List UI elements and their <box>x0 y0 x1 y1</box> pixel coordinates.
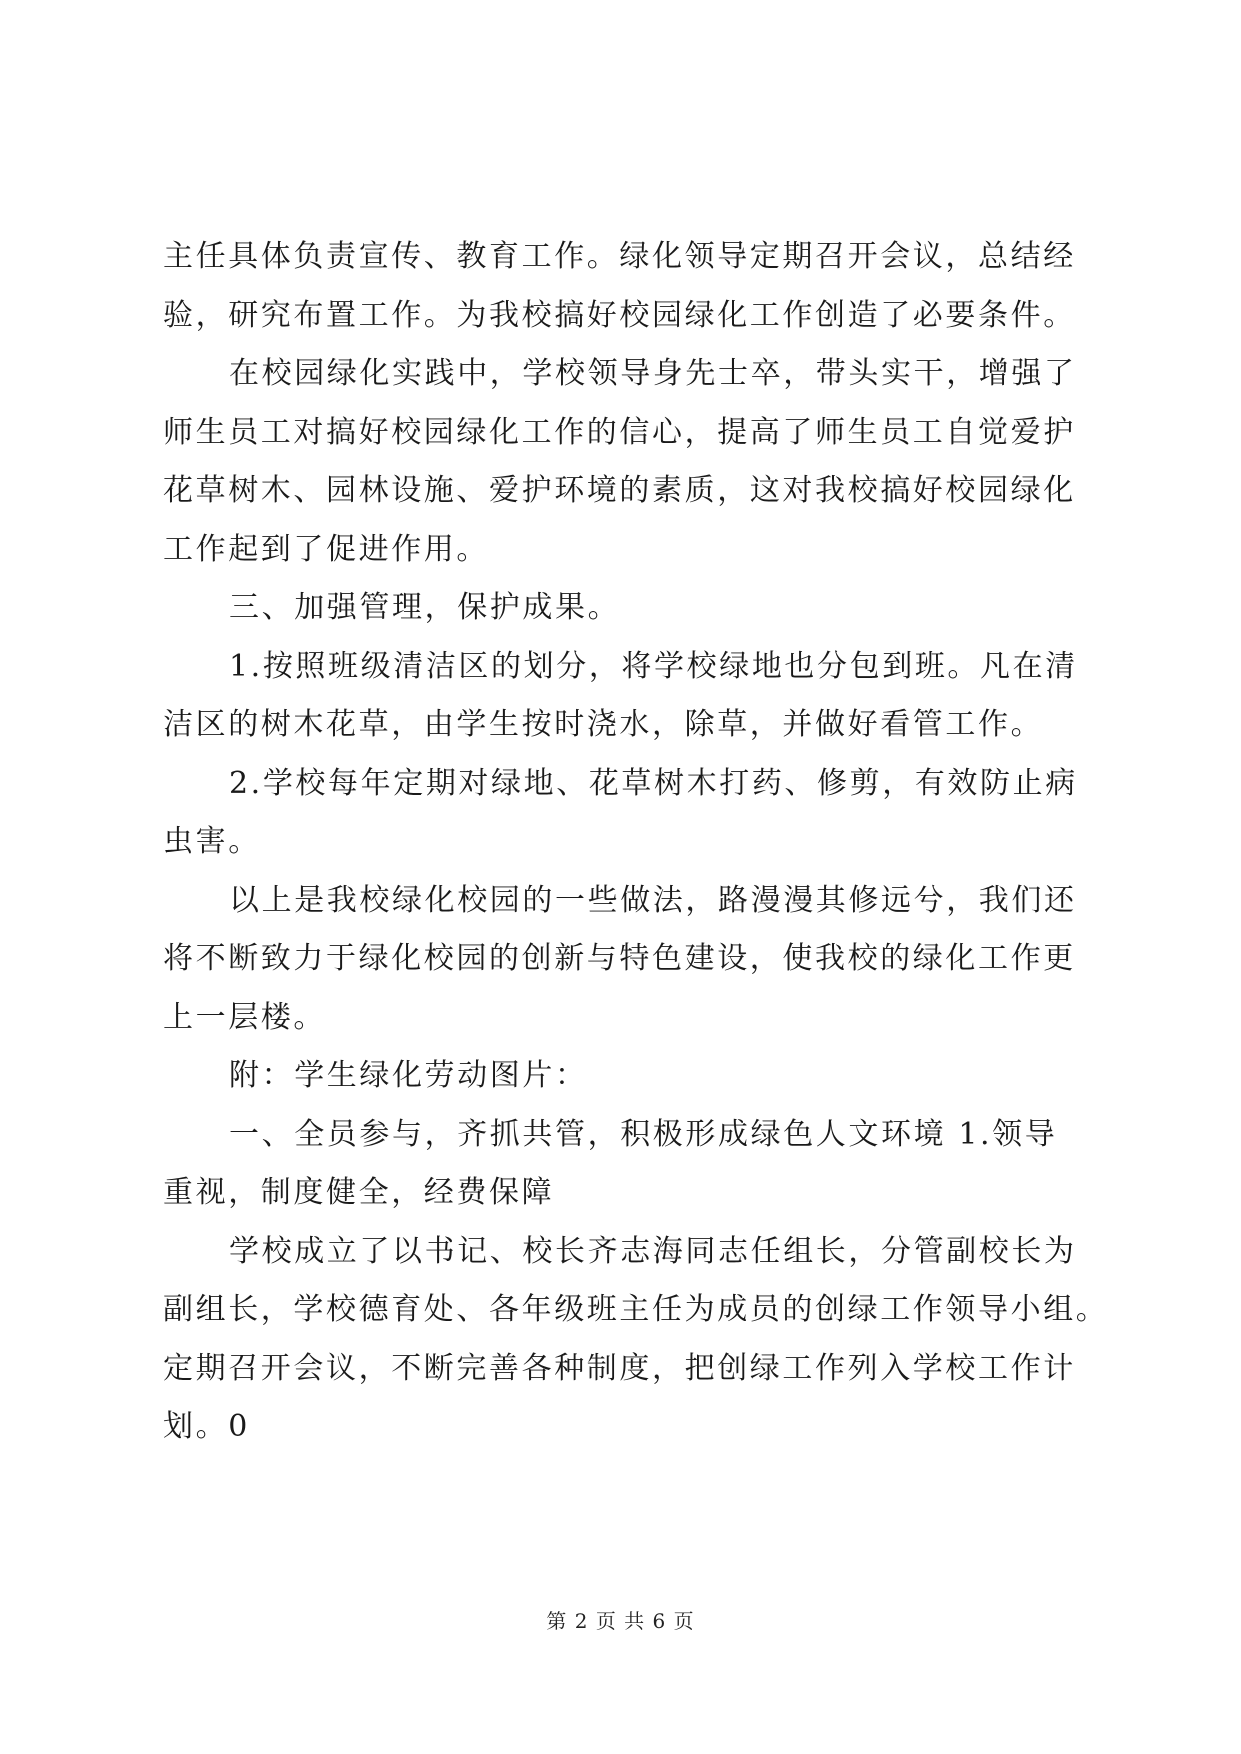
text-line: 工作起到了促进作用。 <box>163 531 489 567</box>
text-line: 上一层楼。 <box>163 999 326 1035</box>
text-line: 划。0 <box>163 1409 250 1444</box>
text-line: 虫害。 <box>163 824 261 859</box>
text-line: 一、全员参与，齐抓共管，积极形成绿色人文环境 1.领导 <box>229 1116 1058 1152</box>
text-line: 定期召开会议，不断完善各种制度，把创绿工作列入学校工作计 <box>163 1350 1076 1386</box>
text-line: 将不断致力于绿化校园的创新与特色建设，使我校的绿化工作更 <box>163 941 1076 976</box>
text-line: 重视，制度健全，经费保障 <box>163 1175 555 1210</box>
text-line: 三、加强管理，保护成果。 <box>229 590 621 625</box>
text-line: 师生员工对搞好校园绿化工作的信心，提高了师生员工自觉爱护 <box>163 414 1076 450</box>
text-line: 1.按照班级清洁区的划分，将学校绿地也分包到班。凡在清 <box>229 648 1078 684</box>
text-line: 在校园绿化实践中，学校领导身先士卒，带头实干，增强了 <box>229 356 1077 391</box>
text-line: 花草树木、园林设施、爱护环境的素质，这对我校搞好校园绿化 <box>163 473 1076 508</box>
text-line: 2.学校每年定期对绿地、花草树木打药、修剪，有效防止病 <box>229 765 1078 801</box>
page-footer: 第 2 页 共 6 页 <box>546 1609 695 1633</box>
text-line: 以上是我校绿化校园的一些做法，路漫漫其修远兮，我们还 <box>229 882 1077 918</box>
text-line: 洁区的树木花草，由学生按时浇水，除草，并做好看管工作。 <box>163 707 1044 742</box>
text-line: 附：学生绿化劳动图片： <box>229 1058 588 1093</box>
text-line: 学校成立了以书记、校长齐志海同志任组长，分管副校长为 <box>229 1233 1077 1269</box>
text-line: 副组长，学校德育处、各年级班主任为成员的创绿工作领导小组。 <box>163 1292 1109 1327</box>
text-line: 验，研究布置工作。为我校搞好校园绿化工作创造了必要条件。 <box>163 297 1076 333</box>
document-body <box>163 228 1109 1457</box>
text-line: 主任具体负责宣传、教育工作。绿化领导定期召开会议，总结经 <box>163 239 1076 274</box>
